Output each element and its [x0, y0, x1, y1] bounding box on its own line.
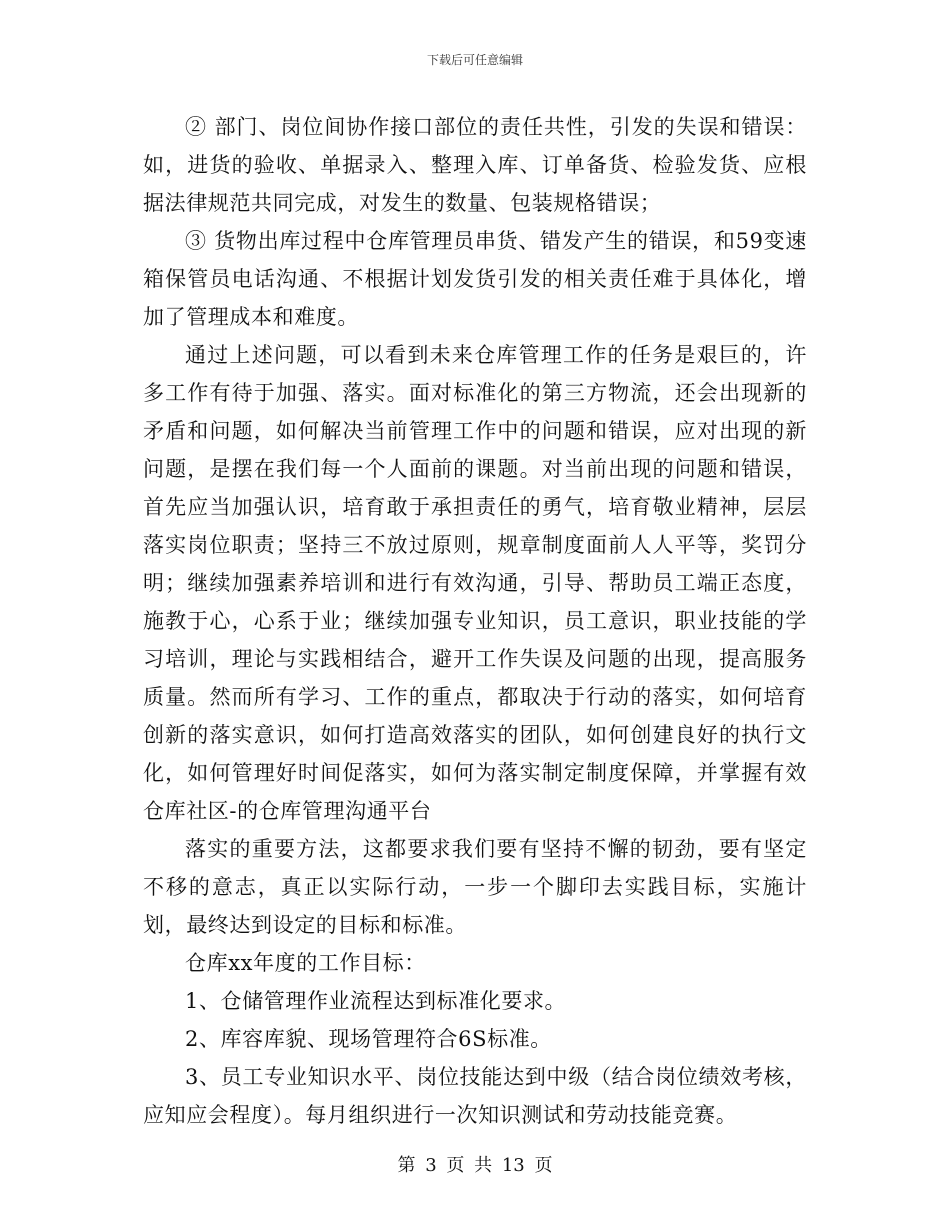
paragraph-goals-heading: 仓库xx年度的工作目标：: [185, 951, 426, 975]
page-header: 下载后可任意编辑: [426, 53, 523, 67]
paragraph-outbound-errors: ③ 货物出库过程中仓库管理员串货、错发产生的错误，和59变速箱保管员电话沟通、不根据计划发货引发的相关责任难于具体化，增加了管理成本和难度。: [143, 229, 807, 329]
paragraph-implementation-methods: 落实的重要方法，这都要求我们要有坚持不懈的韧劲，要有坚定不移的意志，真正以实际行动，一步一个脚印去实践目标，实施计划，最终达到设定的目标和标准。: [143, 837, 807, 937]
list-item-goal-3: 3、员工专业知识水平、岗位技能达到中级（结合岗位绩效考核，应知应会程度）。每月组织进行一次知识测试和劳动技能竞赛。: [143, 1065, 807, 1127]
page-number-footer: 第 3 页 共 13 页: [397, 1155, 553, 1176]
list-item-goal-2: 2、库容库貌、现场管理符合6S标准。: [185, 1027, 552, 1051]
list-item-goal-1: 1、仓储管理作业流程达到标准化要求。: [185, 989, 567, 1013]
document-body: [143, 108, 807, 1134]
paragraph-future-tasks: 通过上述问题，可以看到未来仓库管理工作的任务是艰巨的，许多工作有待于加强、落实。面对标准化的第三方物流，还会出现新的矛盾和问题，如何解决当前管理工作中的问题和错误，应对出现的新问题，是摆在我们每一个人面前的课题。对当前出现的问题和错误，首先应当加强认识，培育敢于承担责任的勇气，培育敬业精神，层层落实岗位职责；坚持三不放过原则，规章制度面前人人平等，奖罚分明；继续加强素养培训和进行有效沟通，引导、帮助员工端正态度，施教于心，心系于业；继续加强专业知识，员工意识，职业技能的学习培训，理论与实践相结合，避开工作失误及问题的出现，提高服务质量。然而所有学习、工作的重点，都取决于行动的落实，如何培育创新的落实意识，如何打造高效落实的团队，如何创建良好的执行文化，如何管理好时间促落实，如何为落实制定制度保障，并掌握有效仓库社区-的仓库管理沟通平台: [143, 343, 807, 823]
paragraph-responsibility-overlap: ② 部门、岗位间协作接口部位的责任共性，引发的失误和错误：如，进货的验收、单据录入、整理入库、订单备货、检验发货、应根据法律规范共同完成，对发生的数量、包装规格错误；: [143, 115, 807, 215]
